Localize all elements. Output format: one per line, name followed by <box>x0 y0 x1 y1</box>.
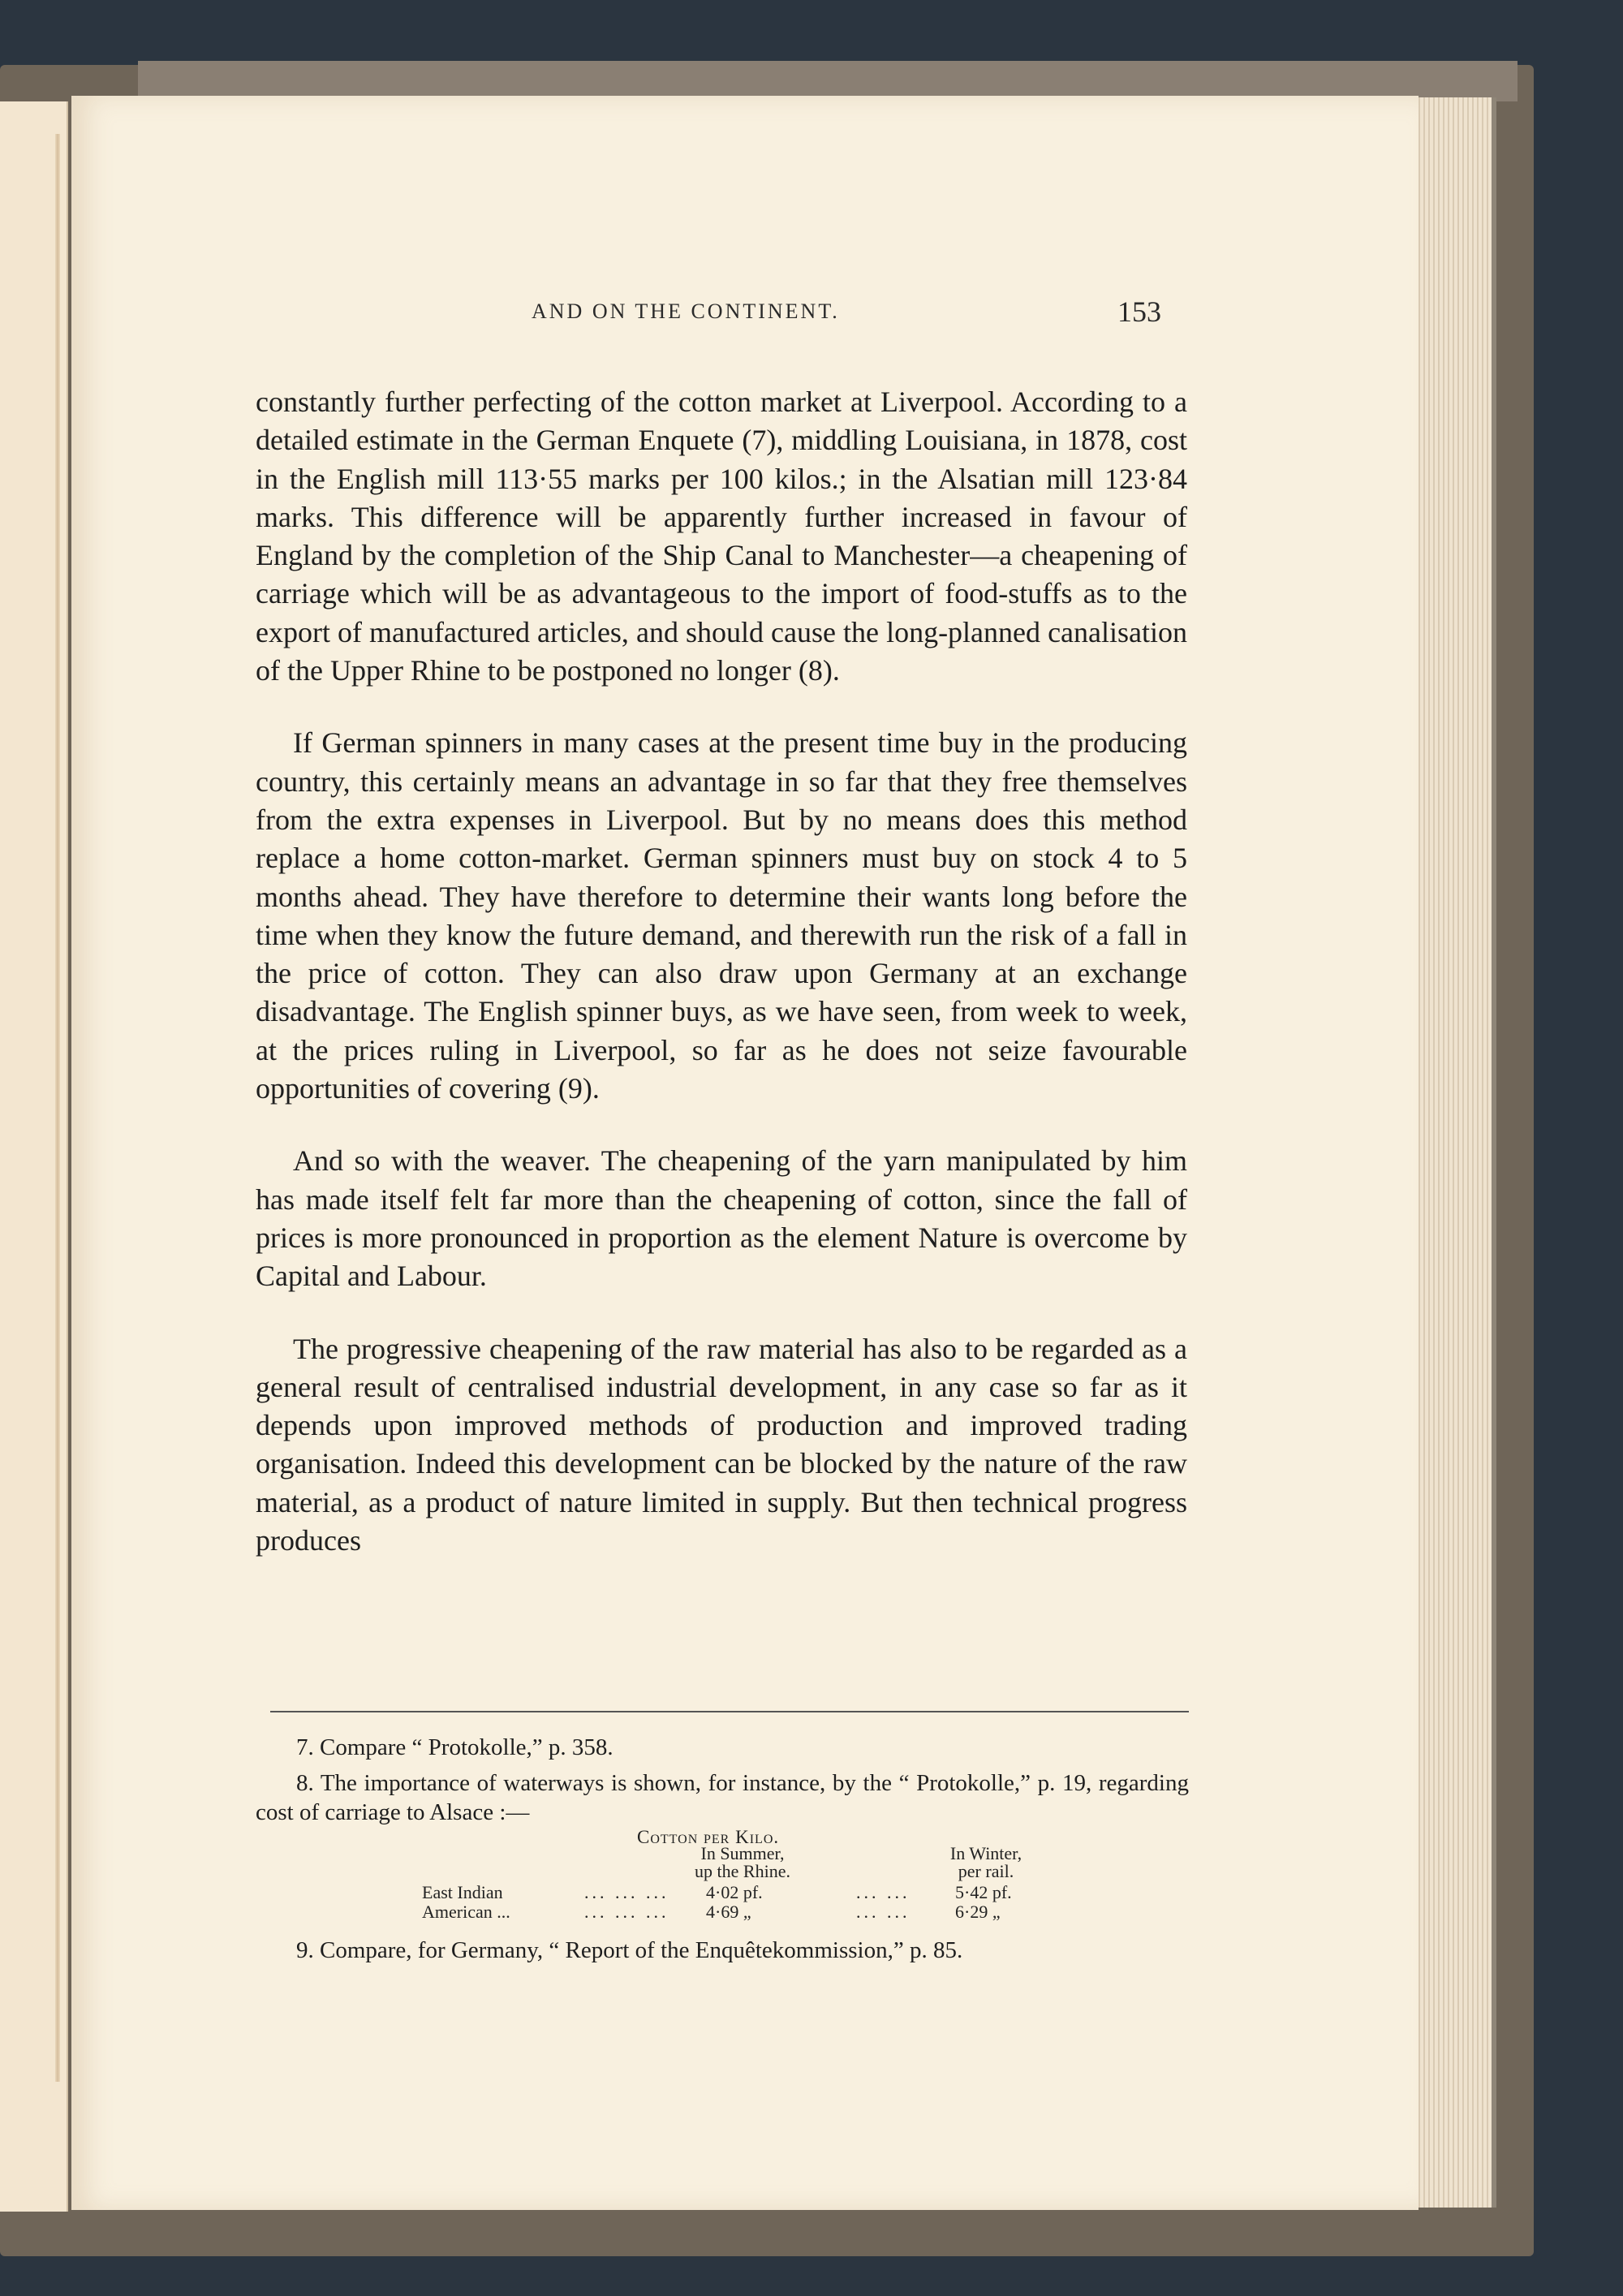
paragraph-3: And so with the weaver. The cheapening of the yarn manipulated by him has made itself felt far more than the cheapening of cotton, since the fall of prices is more pronounced in proportion as the element Nature is overcome by Capital and Labour. <box>256 1144 1187 1293</box>
page-crease <box>55 134 60 2082</box>
cell-summer: 4·69 „ <box>706 1902 751 1922</box>
column-header-winter <box>913 1845 1059 1880</box>
footnotes <box>256 1733 1189 1965</box>
paragraph-2: If German spinners in many cases at the present time buy in the producing country, this certainly means an advantage in so far that they free themselves from the extra expenses in Liverpool. But by no means does this method replace a home cotton-market. German spinners must buy on stock 4 to 5 months ahead. They have therefore to determine their wants long before the time when they know the future demand, and therewith run the risk of a fall in the price of cotton. They can also draw upon Germany at an exchange disadvantage. The English spinner buys, as we have seen, from week to week, at the prices ruling in Liverpool, so far as he does not seize favourable opportunities of covering (9). <box>256 726 1187 1105</box>
running-title: AND ON THE CONTINENT. <box>532 299 840 323</box>
left-page-edge <box>0 101 68 2212</box>
footnote-8: 8. The importance of waterways is shown, for instance, by the “ Protokolle,” p. 19, regarding cost of carriage to Alsace :— <box>256 1770 1189 1825</box>
row-label: East Indian <box>422 1882 503 1902</box>
cell-winter: 5·42 pf. <box>955 1882 1012 1902</box>
table-row <box>256 1884 1189 1902</box>
row-leader-dots: ... ... ... <box>584 1882 669 1902</box>
footnote-7: 7. Compare “ Protokolle,” p. 358. <box>296 1734 613 1760</box>
page-edges <box>1410 97 1496 2208</box>
column-header-summer <box>661 1845 824 1880</box>
paragraph-1: constantly further perfecting of the cotton market at Liverpool. According to a detailed estimate in the German Enquete (7), middling Louisiana, in 1878, cost in the English mill 113·55 marks per 100 kilos.; in the Alsatian mill 123·84 marks. This difference will be apparently further increased in favour of England by the completion of the Ship Canal to Manchester—a cheapening of carriage which will be as advantageous to the import of food-stuffs as to the export of manufactured articles, and should cause the long-planned canalisation of the Upper Rhine to be postponed no longer (8). <box>256 386 1187 687</box>
column-header-winter-line2: per rail. <box>958 1861 1014 1881</box>
footnote-9: 9. Compare, for Germany, “ Report of the Enquêtekommission,” p. 85. <box>296 1937 963 1963</box>
running-head <box>532 295 1181 327</box>
footnote-rule <box>270 1711 1189 1712</box>
row-leader-dots: ... ... ... <box>584 1902 669 1922</box>
cell-summer: 4·02 pf. <box>706 1882 763 1902</box>
table-row <box>256 1903 1189 1921</box>
row-label: American ... <box>422 1902 510 1922</box>
cost-table <box>256 1829 1189 1932</box>
cell-winter: 6·29 „ <box>955 1902 1001 1922</box>
paragraph-4: The progressive cheapening of the raw material has also to be regarded as a general result of centralised industrial development, in any case so far as it depends upon improved methods of production and improved trading organisation. Indeed this development can be blocked by the nature of the raw material, as a product of nature limited in supply. But then technical progress produces <box>256 1332 1187 1557</box>
page-number: 153 <box>1117 295 1161 328</box>
column-header-summer-line2: up the Rhine. <box>695 1861 790 1881</box>
cost-table-title: Cotton per Kilo. <box>637 1827 780 1847</box>
body-text <box>256 383 1187 1594</box>
column-header-winter-line1: In Winter, <box>949 1843 1022 1863</box>
column-header-summer-line1: In Summer, <box>700 1843 785 1863</box>
cell-leader-dots: ... ... <box>856 1882 911 1902</box>
cell-leader-dots: ... ... <box>856 1902 911 1922</box>
